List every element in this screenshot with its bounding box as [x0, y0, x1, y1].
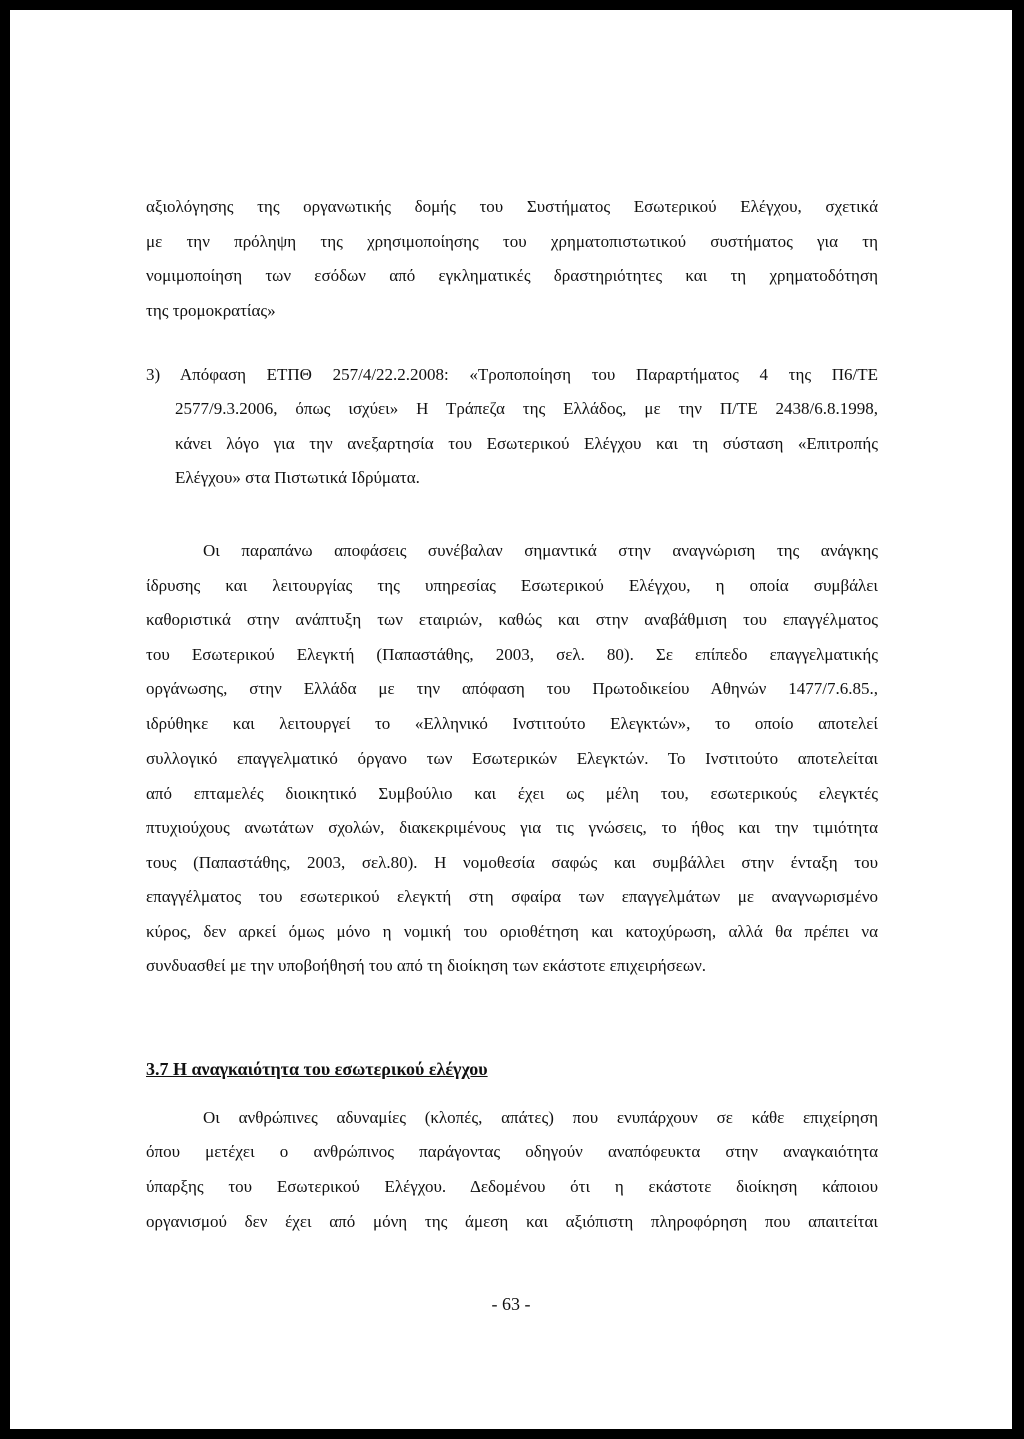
section-line: ύπαρξης του Εσωτερικού Ελέγχου. Δεδομένου ότι η εκάστοτε διοίκηση κάποιου	[146, 1177, 878, 1196]
item3-line: 2577/9.3.2006, όπως ισχύει» Η Τράπεζα της Ελλάδος, με την Π/ΤΕ 2438/6.8.1998,	[175, 399, 878, 418]
paragraph1-line: αξιολόγησης της οργανωτικής δομής του Συστήματος Εσωτερικού Ελέγχου, σχετικά	[146, 197, 878, 216]
paragraph2-line: Οι παραπάνω αποφάσεις συνέβαλαν σημαντικά στην αναγνώριση της ανάγκης	[203, 541, 878, 560]
item3-line: Ελέγχου» στα Πιστωτικά Ιδρύματα.	[175, 468, 420, 487]
paragraph2-line: από επταμελές διοικητικό Συμβούλιο και έχει ως μέλη του, εσωτερικούς ελεγκτές	[146, 784, 878, 803]
section-line: οργανισμού δεν έχει από μόνη της άμεση και αξιόπιστη πληροφόρηση που απαιτείται	[146, 1212, 878, 1231]
document-page	[10, 10, 1012, 1429]
section-line: όπου μετέχει ο ανθρώπινος παράγοντας οδηγούν αναπόφευκτα στην αναγκαιότητα	[146, 1142, 878, 1161]
section-heading: 3.7 Η αναγκαιότητα του εσωτερικού ελέγχου	[146, 1059, 488, 1079]
paragraph1-line: της τρομοκρατίας»	[146, 301, 276, 320]
section-line: Οι ανθρώπινες αδυναμίες (κλοπές, απάτες) που ενυπάρχουν σε κάθε επιχείρηση	[203, 1108, 878, 1127]
paragraph2-line: συλλογικό επαγγελματικό όργανο των Εσωτερικών Ελεγκτών. Το Ινστιτούτο αποτελείται	[146, 749, 878, 768]
item3-line: κάνει λόγο για την ανεξαρτησία του Εσωτερικού Ελέγχου και τη σύσταση «Επιτροπής	[175, 434, 878, 453]
paragraph1-line: νομιμοποίηση των εσόδων από εγκληματικές δραστηριότητες και τη χρηματοδότηση	[146, 266, 878, 285]
paragraph2-line: οργάνωσης, στην Ελλάδα με την απόφαση του Πρωτοδικείου Αθηνών 1477/7.6.85.,	[146, 679, 878, 698]
paragraph2-line: ιδρύθηκε και λειτουργεί το «Ελληνικό Ινστιτούτο Ελεγκτών», το οποίο αποτελεί	[146, 714, 878, 733]
page-number: - 63 -	[491, 1294, 531, 1314]
paragraph2-line: κύρος, δεν αρκεί όμως μόνο η νομική του οριοθέτηση και κατοχύρωση, αλλά θα πρέπει να	[146, 922, 878, 941]
paragraph2-line: καθοριστικά στην ανάπτυξη των εταιριών, καθώς και στην αναβάθμιση του επαγγέλματος	[146, 610, 878, 629]
paragraph1-line: με την πρόληψη της χρησιμοποίησης του χρηματοπιστωτικού συστήματος για τη	[146, 232, 878, 251]
paragraph2-line: επαγγέλματος του εσωτερικού ελεγκτή στη σφαίρα των επαγγελμάτων με αναγνωρισμένο	[146, 887, 878, 906]
paragraph2-line: ίδρυσης και λειτουργίας της υπηρεσίας Εσωτερικού Ελέγχου, η οποία συμβάλει	[146, 576, 878, 595]
paragraph2-line: πτυχιούχους ανωτάτων σχολών, διακεκριμένους για τις γνώσεις, το ήθος και την τιμιότητα	[146, 818, 878, 837]
paragraph2-line: του Εσωτερικού Ελεγκτή (Παπαστάθης, 2003, σελ. 80). Σε επίπεδο επαγγελματικής	[146, 645, 878, 664]
paragraph2-line: συνδυασθεί με την υποβοήθησή του από τη διοίκηση των εκάστοτε επιχειρήσεων.	[146, 956, 707, 975]
item3-line: 3) Απόφαση ΕΤΠΘ 257/4/22.2.2008: «Τροποποίηση του Παραρτήματος 4 της Π6/ΤΕ	[146, 365, 878, 384]
paragraph2-line: τους (Παπαστάθης, 2003, σελ.80). Η νομοθεσία σαφώς και συμβάλλει στην ένταξη του	[146, 853, 878, 872]
